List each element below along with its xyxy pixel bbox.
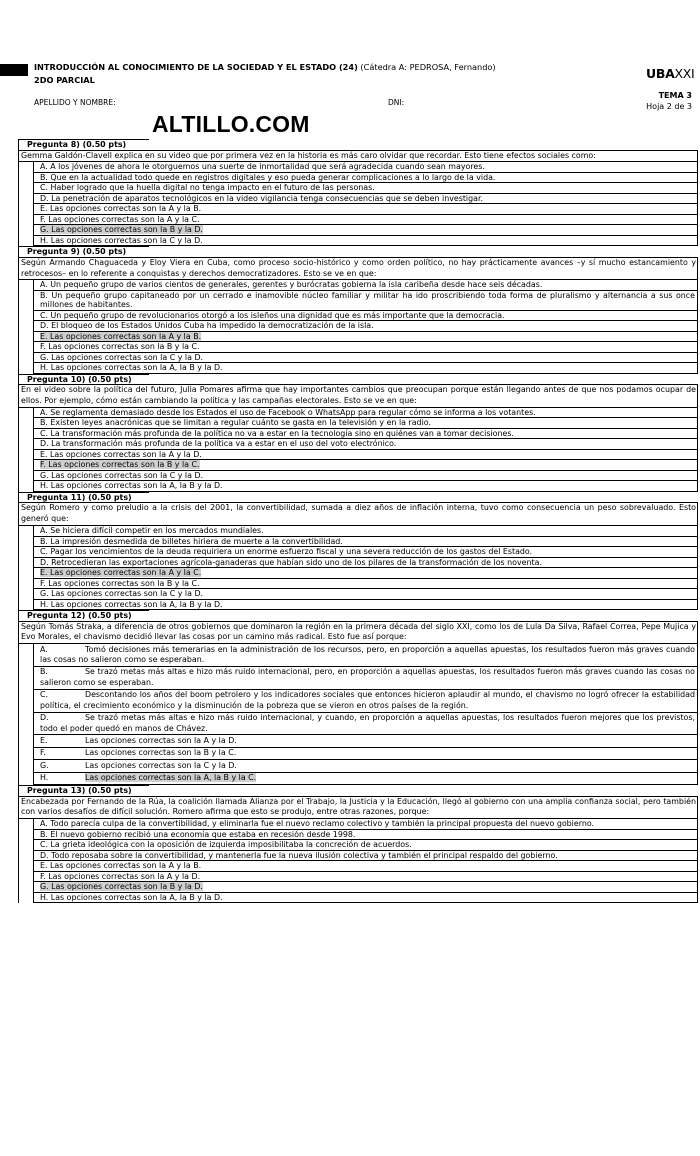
option-text: D. Todo reposaba sobre la convertibilidad, y mantenerla fue la nueva ilusión colectiva y también el principal respaldo del gobierno. (40, 850, 558, 860)
answer-option (33, 311, 698, 322)
option-letter: F. (40, 748, 46, 758)
logo-xxi: XXI (674, 66, 695, 81)
question-block (18, 610, 698, 785)
option-text: G. Las opciones correctas son la C y la D. (40, 589, 204, 599)
question-stem: Según Tomás Straka, a diferencia de otros gobiernos que dominaron la región en la primera década del siglo XXI, como los de Lula Da Silva, Rafael Correa, Pepe Mujica y Evo Morales, el chavismo decidió llevar las cosas por un camino más radical. Esto fue así porque: (18, 621, 698, 645)
page-indicator: Hoja 2 de 3 (646, 102, 692, 111)
option-letter: C. (40, 690, 49, 700)
option-letter: B. (40, 667, 48, 677)
option-text: B. El nuevo gobierno recibió una economía que estaba en recesión desde 1998. (40, 829, 356, 839)
answer-option (33, 162, 698, 173)
question-stem: Según Romero y como preludio a la crisis del 2001, la convertibilidad, sumada a diez años de inflación interna, tuvo como consecuencia un peso sobrevaluado. Esto generó que: (18, 502, 698, 526)
answer-option (33, 760, 698, 772)
answer-option (33, 194, 698, 205)
options-list (18, 819, 698, 903)
option-text: F. Las opciones correctas son la B y la C. (40, 578, 200, 588)
option-letter: G. (40, 760, 49, 770)
option-text: A. Todo parecía culpa de la convertibilidad, y eliminarla fue el nuevo reclamo colectivo y también la principal propuesta del nuevo gobierno. (40, 819, 595, 829)
question-stem: Según Armando Chaguaceda y Eloy Viera en Cuba, como proceso socio-histórico y como orden político, no hay prácticamente avances –y sí mucho estancamiento y retrocesos– en lo referente a conquistas y derechos democratizadores. Esto se ve en que: (18, 257, 698, 281)
answer-option (33, 537, 698, 548)
answer-option (33, 460, 698, 471)
options-list (18, 408, 698, 492)
answer-option (33, 183, 698, 194)
answer-option (33, 418, 698, 429)
option-text: Se trazó metas más altas e hizo más ruido internacional, pero, en proporción a aquellas apuestas, los resultados fueron más graves cuando las cosas no salieron como se esperaban. (40, 667, 695, 687)
option-text: C. Haber logrado que la huella digital no tenga impacto en el futuro de las personas. (40, 183, 375, 193)
question-block (18, 785, 698, 903)
answer-option (33, 882, 698, 893)
option-text: F. Las opciones correctas son la B y la C. (40, 342, 200, 352)
option-text: Las opciones correctas son la C y la D. (85, 760, 237, 770)
question-title: Pregunta 12) (0.50 pts) (18, 610, 149, 621)
answer-option (33, 773, 698, 785)
question-title: Pregunta 13) (0.50 pts) (18, 785, 149, 796)
answer-option (33, 204, 698, 215)
answer-option (33, 861, 698, 872)
option-text: C. La grieta ideológica con la oposición de izquierda imposibilitaba la concreción de acuerdos. (40, 840, 412, 850)
option-letter: H. (40, 773, 49, 783)
options-list (18, 162, 698, 246)
answer-option (33, 819, 698, 830)
answer-option (33, 173, 698, 184)
answer-option (33, 558, 698, 569)
options-list (18, 280, 698, 374)
answer-option (33, 568, 698, 579)
option-text: A. Se reglamenta demasiado desde los Estados el uso de Facebook o WhatsApp para regular cómo se informa a los votantes. (40, 407, 536, 417)
option-text: Se trazó metas más altas e hizo más ruido internacional, y cuando, en proporción a aquellas apuestas, los resultados fueron mejores que los previstos, todo el poder quedó en manos de Chávez. (40, 713, 695, 733)
option-text-highlighted: E. Las opciones correctas son la A y la B. (40, 331, 202, 341)
answer-option (33, 342, 698, 353)
answer-option (33, 439, 698, 450)
option-text: D. Retrocedieran las exportaciones agrícola-ganaderas que habían sido uno de los pilares de la transformación de los noventa. (40, 557, 542, 567)
answer-option (33, 526, 698, 537)
option-text-highlighted: G. Las opciones correctas son la B y la D. (40, 225, 203, 235)
option-text: Las opciones correctas son la B y la C. (85, 748, 237, 758)
answer-option (33, 332, 698, 343)
option-text: H. Las opciones correctas son la A, la B y la D. (40, 892, 223, 902)
option-text-highlighted: Las opciones correctas son la A, la B y la C. (85, 773, 257, 783)
answer-option (33, 589, 698, 600)
option-text: A. A los jóvenes de ahora le otorguemos una suerte de inmortalidad que será agradecida cuando sean mayores. (40, 162, 485, 172)
option-text: E. Las opciones correctas son la A y la B. (40, 861, 202, 871)
answer-option (33, 579, 698, 590)
answer-option (33, 363, 698, 374)
question-title: Pregunta 8) (0.50 pts) (18, 139, 149, 150)
option-text: B. Existen leyes anacrónicas que se limitan a regular cuánto se gasta en la televisión y en la radio. (40, 418, 431, 428)
option-text: G. Las opciones correctas son la C y la D. (40, 470, 204, 480)
exam-name: 2DO PARCIAL (34, 75, 95, 85)
option-text-highlighted: E. Las opciones correctas son la A y la C. (40, 568, 202, 578)
watermark-text: ALTILLO.COM (152, 111, 310, 137)
question-block (18, 139, 698, 246)
option-text: D. La penetración de aparatos tecnológicos en la video vigilancia tenga consecuencias que se deben investigar. (40, 193, 483, 203)
option-text: D. La transformación más profunda de la política va a estar en el uso del voto electrónico. (40, 439, 397, 449)
question-stem: Encabezada por Fernando de la Rúa, la coalición llamada Alianza por el Trabajo, la Justicia y la Educación, llegó al gobierno con una amplia confianza social, pero también con varios desafíos de difícil solución. Romero afirma que esto se produjo, entre otras razones, porque: (18, 796, 698, 820)
dni-label: DNI: (388, 98, 405, 107)
option-text: D. El bloqueo de los Estados Unidos Cuba ha impedido la democratización de la isla. (40, 321, 374, 331)
answer-option (33, 408, 698, 419)
option-text-highlighted: G. Las opciones correctas son la B y la D. (40, 882, 203, 892)
answer-option (33, 872, 698, 883)
logo-uba: UBA (646, 66, 675, 81)
options-list (18, 644, 698, 785)
option-text: B. Un pequeño grupo capitaneado por un cerrado e inamovible núcleo familiar y militar ha ido proscribiendo toda forma de pluralismo y alternancia a sus once millones de habitantes. (40, 290, 695, 310)
answer-option (33, 353, 698, 364)
option-text: F. Las opciones correctas son la A y la D. (40, 871, 201, 881)
course-name: INTRODUCCIÓN AL CONOCIMIENTO DE LA SOCIEDAD Y EL ESTADO (24) (34, 62, 358, 72)
option-letter: A. (40, 644, 48, 654)
answer-option (33, 547, 698, 558)
option-text: C. Un pequeño grupo de revolucionarios otorgó a los isleños una dignidad que es más importante que la democracia. (40, 310, 505, 320)
options-list (18, 526, 698, 610)
option-text: G. Las opciones correctas son la C y la D. (40, 352, 204, 362)
question-block (18, 246, 698, 374)
option-text: A. Un pequeño grupo de varios cientos de generales, gerentes y burócratas gobierna la isla caribeña desde hace seis décadas. (40, 280, 543, 290)
option-text: Descontando los años del boom petrolero y los indicadores sociales que entonces hicieron aplaudir al mundo, el chavismo no logró ofrecer la estabilidad política, el crecimiento económico y la disminución de la pobreza que se vieron en otros países de la región. (40, 690, 695, 710)
answer-option (33, 840, 698, 851)
answer-option (33, 481, 698, 492)
answer-option (33, 450, 698, 461)
option-text: H. Las opciones correctas son la A, la B y la D. (40, 481, 223, 491)
option-text: B. La impresión desmedida de billetes hiriera de muerte a la convertibilidad. (40, 536, 343, 546)
question-block (18, 492, 698, 610)
option-text: H. Las opciones correctas son la A, la B y la D. (40, 599, 223, 609)
answer-option (33, 236, 698, 247)
question-stem: En el video sobre la política del futuro, Julia Pomares afirma que hay importantes cambios que preocupan porque están llegando antes de que nos podamos ocupar de ellos. Por ejemplo, cómo están cambiando la política y las campañas electorales. Esto se ve en que: (18, 384, 698, 408)
option-text: E. Las opciones correctas son la A y la D. (40, 449, 202, 459)
questions-list (18, 139, 698, 903)
answer-option (33, 667, 698, 690)
option-text: A. Se hiciera difícil competir en los mercados mundiales. (40, 526, 264, 536)
tema-label: TEMA 3 (658, 91, 692, 100)
header-black-bar (0, 64, 28, 76)
answer-option (33, 471, 698, 482)
answer-option (33, 291, 698, 311)
option-text: F. Las opciones correctas son la A y la C. (40, 214, 200, 224)
question-title: Pregunta 9) (0.50 pts) (18, 246, 149, 257)
option-text: H. Las opciones correctas son la C y la D. (40, 235, 203, 245)
answer-option (33, 644, 698, 667)
option-text: C. Pagar los vencimientos de la deuda requiriera un enorme esfuerzo fiscal y una severa reducción de los gastos del Estado. (40, 547, 533, 557)
option-text: C. La transformación más profunda de la política no va a estar en la tecnología sino en quiénes van a tomar decisiones. (40, 428, 514, 438)
question-block (18, 374, 698, 492)
answer-option (33, 321, 698, 332)
option-text: H. Las opciones correctas son la A, la B y la D. (40, 363, 223, 373)
answer-option (33, 429, 698, 440)
answer-option (33, 851, 698, 862)
option-text: B. Que en la actualidad todo quede en registros digitales y eso pueda generar complicaciones a lo largo de la vida. (40, 172, 496, 182)
answer-option (33, 713, 698, 736)
apellido-label: APELLIDO Y NOMBRE: (34, 98, 116, 107)
question-stem: Gemma Galdón-Clavell explica en su video que por primera vez en la historia es más caro olvidar que recordar. Esto tiene efectos sociales como: (18, 150, 698, 163)
option-text-highlighted: F. Las opciones correctas son la B y la C. (40, 460, 200, 470)
option-letter: D. (40, 713, 49, 723)
answer-option (33, 893, 698, 904)
question-title: Pregunta 11) (0.50 pts) (18, 492, 149, 503)
option-text: Las opciones correctas son la A y la D. (85, 735, 237, 745)
answer-option (33, 225, 698, 236)
answer-option (33, 600, 698, 611)
option-text: E. Las opciones correctas son la A y la B. (40, 204, 202, 214)
answer-option (33, 830, 698, 841)
uba-xxi-logo (646, 66, 694, 81)
option-letter: E. (40, 735, 48, 745)
course-title (34, 62, 496, 73)
answer-option (33, 735, 698, 747)
answer-option (33, 748, 698, 760)
answer-option (33, 280, 698, 291)
answer-option (33, 215, 698, 226)
question-title: Pregunta 10) (0.50 pts) (18, 374, 149, 385)
answer-option (33, 690, 698, 713)
course-catedra: (Cátedra A: PEDROSA, Fernando) (357, 62, 496, 72)
option-text: Tomó decisiones más temerarias en la administración de los recursos, pero, en proporción a aquellas apuestas, los resultados fueron más graves cuando las cosas no salieron como se esperaban. (40, 644, 695, 665)
